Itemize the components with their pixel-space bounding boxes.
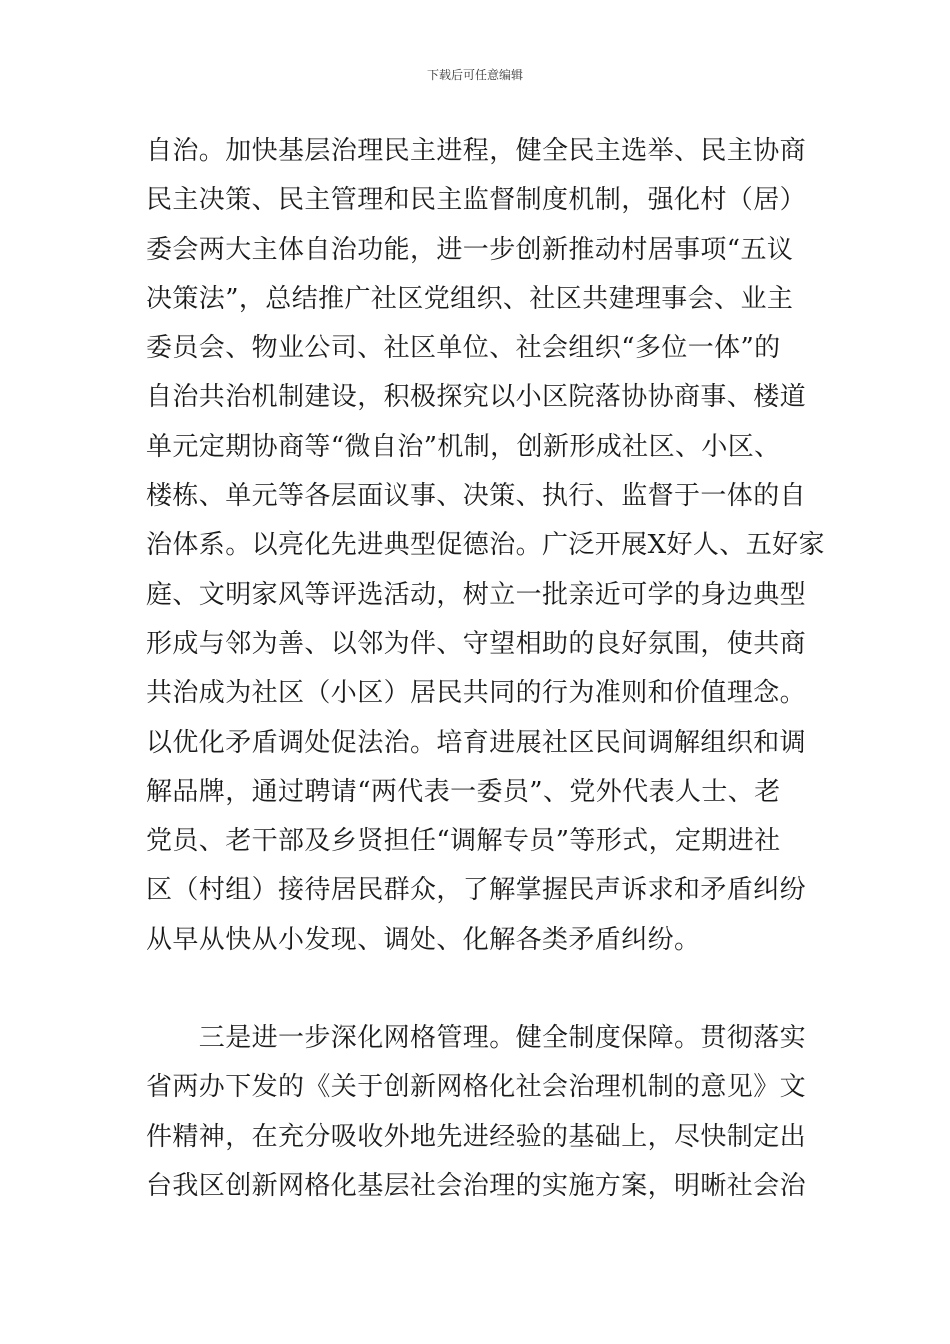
text-line: 庭、文明家风等评选活动，树立一批亲近可学的身边典型 <box>146 579 807 610</box>
text-line: 区（村组）接待居民群众，了解掌握民声诉求和矛盾纠纷 <box>146 875 807 906</box>
text-line: 党员、老干部及乡贤担任“调解专员”等形式，定期进社 <box>146 826 781 857</box>
paragraph-gap <box>146 965 806 1014</box>
text-line: 三是进一步深化网格管理。健全制度保障。贯彻落实 <box>146 1023 807 1054</box>
text-line: 解品牌，通过聘请“两代表一委员”、党外代表人士、老 <box>146 776 781 807</box>
text-line: 治体系。以亮化先进典型促德治。广泛开展X好人、五好家 <box>146 530 825 561</box>
text-line: 从早从快从小发现、调处、化解各类矛盾纠纷。 <box>146 924 701 955</box>
text-line: 自治。加快基层治理民主进程，健全民主选举、民主协商 <box>146 136 807 166</box>
text-line: 件精神，在充分吸收外地先进经验的基础上，尽快制定出 <box>146 1121 807 1152</box>
text-line: 以优化矛盾调处促法治。培育进展社区民间调解组织和调 <box>146 727 807 758</box>
text-line: 委会两大主体自治功能，进一步创新推动村居事项“五议 <box>146 234 794 265</box>
text-line: 共治成为社区（小区）居民共同的行为准则和价值理念。 <box>146 678 807 709</box>
paragraph-2 <box>146 1014 806 1211</box>
body-text <box>146 127 825 1211</box>
text-line: 自治共治机制建设，积极探究以小区院落协协商事、楼道 <box>146 382 807 413</box>
text-line: 委员会、物业公司、社区单位、社会组织“多位一体”的 <box>146 333 781 364</box>
text-line: 形成与邻为善、以邻为伴、守望相助的良好氛围，使共商 <box>146 628 807 659</box>
text-line: 决策法”，总结推广社区党组织、社区共建理事会、业主 <box>146 283 794 314</box>
text-line: 单元定期协商等“微自治”机制，创新形成社区、小区、 <box>146 431 781 462</box>
text-line: 民主决策、民主管理和民主监督制度机制，强化村（居） <box>146 185 807 216</box>
page-header: 下载后可任意编辑 <box>426 68 523 82</box>
text-line: 楼栋、单元等各层面议事、决策、执行、监督于一体的自 <box>146 481 807 512</box>
paragraph-1 <box>146 127 825 965</box>
text-line: 省两办下发的《关于创新网格化社会治理机制的意见》文 <box>146 1072 807 1103</box>
text-line: 台我区创新网格化基层社会治理的实施方案，明晰社会治 <box>146 1170 807 1201</box>
